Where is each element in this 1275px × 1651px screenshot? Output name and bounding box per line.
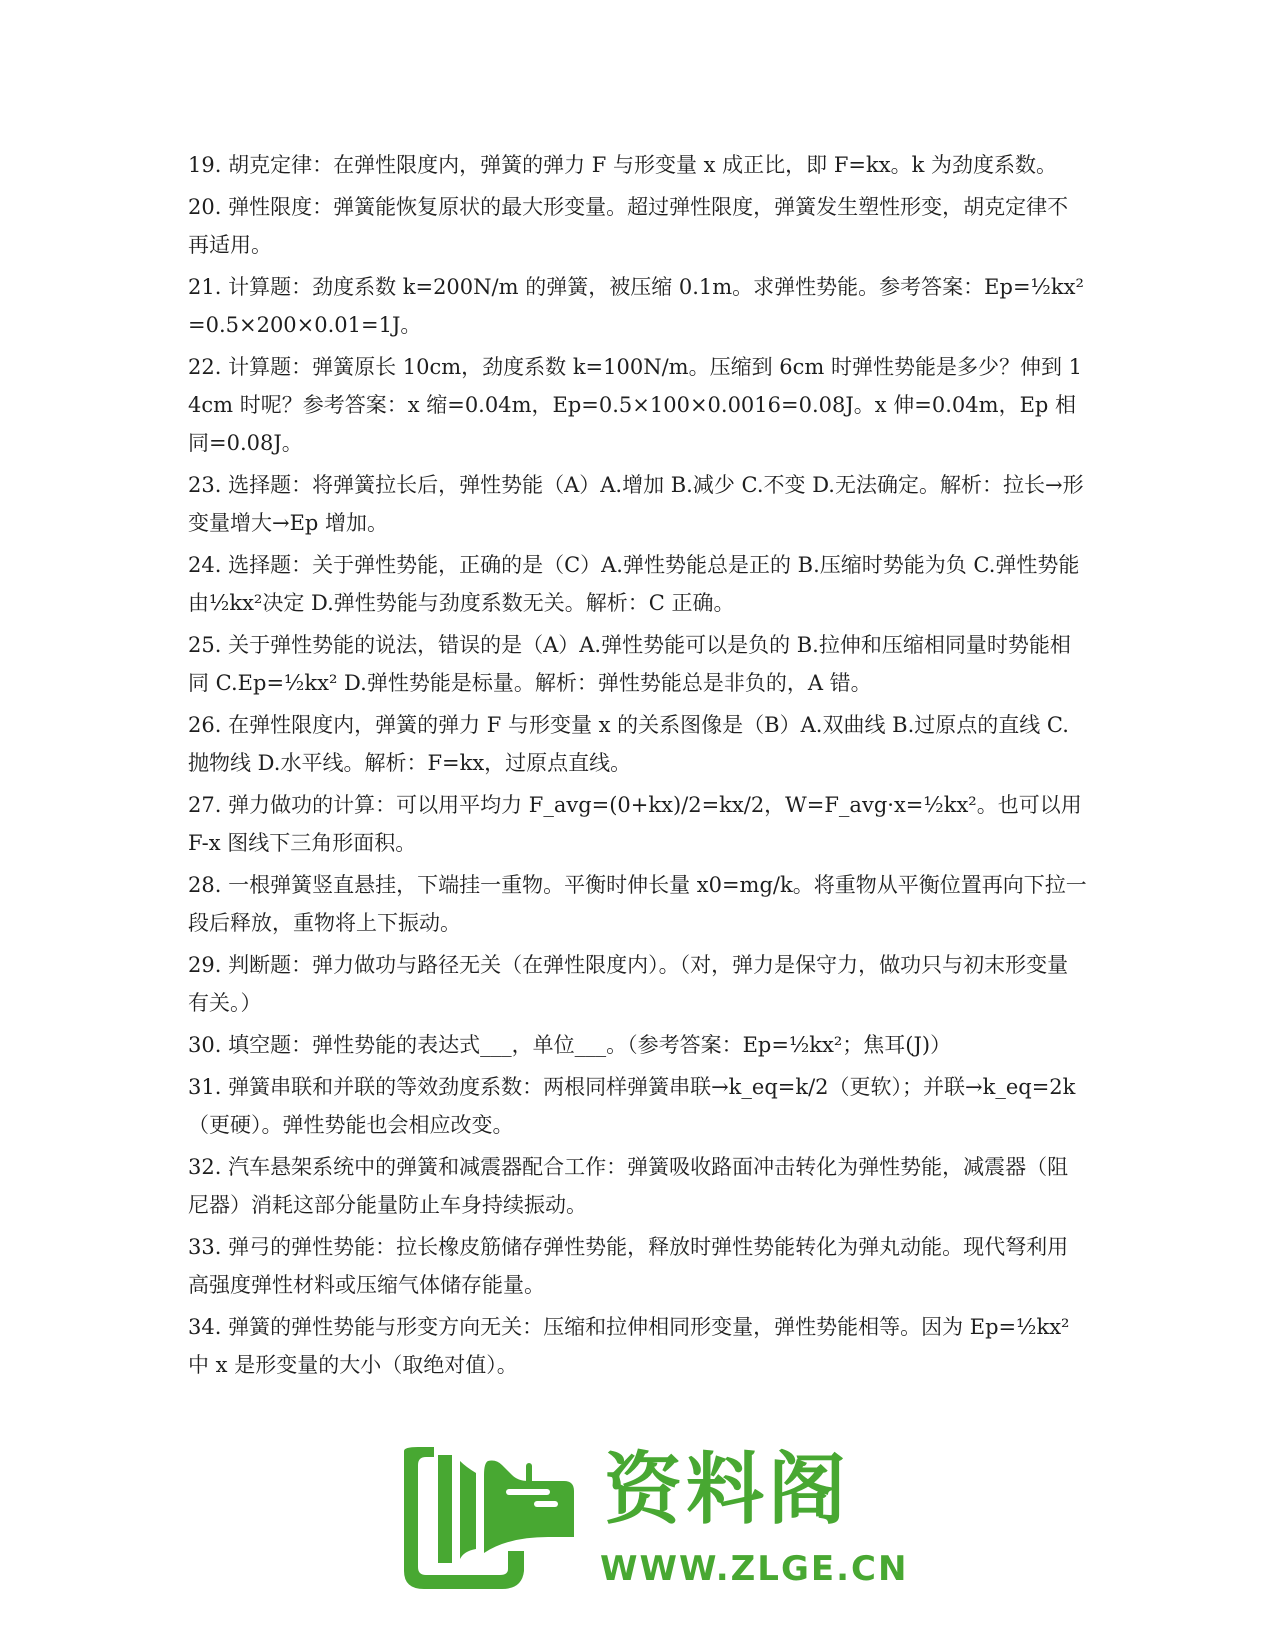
list-item: 21. 计算题：劲度系数 k=200N/m 的弹簧，被压缩 0.1m。求弹性势能。参考答案：Ep=½kx²=0.5×200×0.01=1J。: [188, 275, 1084, 337]
list-item: 24. 选择题：关于弹性势能，正确的是（C）A.弹性势能总是正的 B.压缩时势能为负 C.弹性势能由½kx²决定 D.弹性势能与劲度系数无关。解析：C 正确。: [188, 553, 1080, 615]
list-item: 29. 判断题：弹力做功与路径无关（在弹性限度内）。（对，弹力是保守力，做功只与初末形变量有关。）: [188, 953, 1069, 1015]
list-item: 20. 弹性限度：弹簧能恢复原状的最大形变量。超过弹性限度，弹簧发生塑性形变，胡克定律不再适用。: [188, 195, 1069, 257]
list-item: 26. 在弹性限度内，弹簧的弹力 F 与形变量 x 的关系图像是（B）A.双曲线 B.过原点的直线 C.抛物线 D.水平线。解析：F=kx，过原点直线。: [188, 713, 1069, 775]
list-item: 28. 一根弹簧竖直悬挂，下端挂一重物。平衡时伸长量 x0=mg/k。将重物从平衡位置再向下拉一段后释放，重物将上下振动。: [188, 873, 1087, 935]
logo-url: WWW.ZLGE.CN: [600, 1549, 909, 1589]
open-book-icon: [398, 1441, 598, 1601]
list-item: 23. 选择题：将弹簧拉长后，弹性势能（A）A.增加 B.减少 C.不变 D.无法确定。解析：拉长→形变量增大→Ep 增加。: [188, 473, 1084, 535]
list-item: 34. 弹簧的弹性势能与形变方向无关：压缩和拉伸相同形变量，弹性势能相等。因为 Ep=½kx² 中 x 是形变量的大小（取绝对值）。: [188, 1315, 1070, 1377]
list-item: 19. 胡克定律：在弹性限度内，弹簧的弹力 F 与形变量 x 成正比，即 F=kx。k 为劲度系数。: [188, 153, 1057, 177]
logo-title: 资料阁: [604, 1445, 851, 1535]
list-item: 32. 汽车悬架系统中的弹簧和减震器配合工作：弹簧吸收路面冲击转化为弹性势能，减震器（阻尼器）消耗这部分能量防止车身持续振动。: [188, 1155, 1069, 1217]
footer-logo: [398, 1441, 909, 1611]
list-item: 31. 弹簧串联和并联的等效劲度系数：两根同样弹簧串联→k_eq=k/2（更软）；并联→k_eq=2k（更硬）。弹性势能也会相应改变。: [188, 1075, 1076, 1137]
list-item: 25. 关于弹性势能的说法，错误的是（A）A.弹性势能可以是负的 B.拉伸和压缩相同量时势能相同 C.Ep=½kx² D.弹性势能是标量。解析：弹性势能总是非负的，A 错。: [188, 633, 1071, 695]
list-item: 33. 弹弓的弹性势能：拉长橡皮筋储存弹性势能，释放时弹性势能转化为弹丸动能。现代弩利用高强度弹性材料或压缩气体储存能量。: [188, 1235, 1069, 1297]
list-item: 27. 弹力做功的计算：可以用平均力 F_avg=(0+kx)/2=kx/2，W=F_avg·x=½kx²。也可以用 F-x 图线下三角形面积。: [188, 793, 1082, 855]
document-body: [188, 146, 1088, 1388]
list-item: 22. 计算题：弹簧原长 10cm，劲度系数 k=100N/m。压缩到 6cm 时弹性势能是多少？伸到 14cm 时呢？参考答案：x 缩=0.04m，Ep=0.5×100×0.0016=0.08J。x 伸=0.04m，Ep 相同=0.08J。: [188, 355, 1083, 455]
list-item: 30. 填空题：弹性势能的表达式___，单位___。（参考答案：Ep=½kx²；焦耳(J)）: [188, 1033, 952, 1057]
